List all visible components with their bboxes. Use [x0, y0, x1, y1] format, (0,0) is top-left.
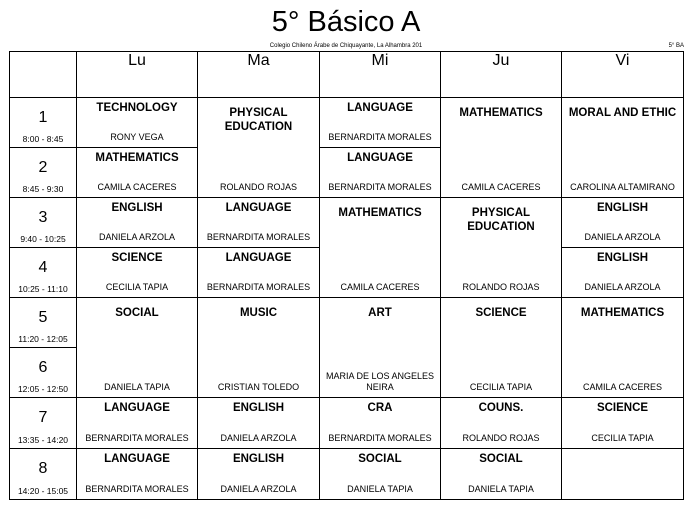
- subject-label: MATHEMATICS: [459, 107, 543, 119]
- period-time: 8:45 - 9:30: [22, 184, 64, 194]
- teacher-name: CAMILA CACERES: [461, 182, 541, 192]
- teacher-name: CRISTIAN TOLEDO: [217, 382, 300, 392]
- class-cell: [198, 248, 320, 298]
- subject-label: ENGLISH: [232, 453, 285, 465]
- subject-label: LANGUAGE: [225, 252, 292, 264]
- class-cell: [562, 398, 684, 449]
- teacher-name: BERNARDITA MORALES: [328, 182, 432, 192]
- class-cell: [198, 398, 320, 449]
- class-cell: [320, 148, 441, 198]
- period-number: 3: [38, 208, 48, 226]
- class-cell: [77, 248, 198, 298]
- day-header-ju: Ju: [441, 52, 562, 98]
- class-cell: [198, 98, 320, 198]
- teacher-name: DANIELA TAPIA: [347, 484, 413, 494]
- period-8: [10, 449, 77, 500]
- period-time: 10:25 - 11:10: [18, 284, 68, 294]
- period-time: 14:20 - 15:05: [17, 486, 69, 496]
- day-header-vi: Vi: [562, 52, 684, 98]
- class-cell: [441, 198, 562, 298]
- day-header-lu: Lu: [77, 52, 198, 98]
- teacher-name: BERNARDITA MORALES: [206, 232, 311, 242]
- teacher-name: DANIELA ARZOLA: [220, 433, 297, 443]
- period-6: [10, 348, 77, 398]
- subject-label: LANGUAGE: [104, 453, 170, 465]
- subject-label: SCIENCE: [475, 307, 527, 319]
- class-cell: [198, 198, 320, 248]
- class-cell: [77, 298, 198, 398]
- subject-label: ENGLISH: [111, 202, 163, 214]
- course-code: 5° BA: [668, 43, 684, 49]
- subject-label: SOCIAL: [479, 453, 523, 465]
- teacher-name: CECILIA TAPIA: [469, 382, 533, 392]
- teacher-name: MARIA DE LOS ANGELES NEIRA: [325, 371, 435, 392]
- period-number: 6: [38, 358, 48, 376]
- timetable: [9, 51, 684, 500]
- subject-label: MORAL AND ETHIC: [568, 107, 677, 119]
- subject-label: LANGUAGE: [347, 152, 413, 164]
- period-time: 9:40 - 10:25: [20, 234, 66, 244]
- period-2: [10, 148, 77, 198]
- class-cell: [320, 398, 441, 449]
- subject-label: ENGLISH: [596, 252, 649, 264]
- class-cell: [562, 98, 684, 198]
- period-number: 5: [38, 308, 48, 326]
- subject-label: LANGUAGE: [104, 402, 170, 414]
- period-1: [10, 98, 77, 148]
- subject-label: ENGLISH: [232, 402, 285, 414]
- teacher-name: BERNARDITA MORALES: [206, 282, 311, 292]
- teacher-name: ROLANDO ROJAS: [462, 282, 540, 292]
- subject-label: TECHNOLOGY: [96, 102, 178, 114]
- subject-label: LANGUAGE: [225, 202, 292, 214]
- teacher-name: CAROLINA ALTAMIRANO: [570, 182, 675, 192]
- class-cell: [77, 449, 198, 500]
- empty-cell: [562, 449, 684, 500]
- class-cell: [320, 449, 441, 500]
- subject-label: PHYSICAL EDUCATION: [467, 207, 535, 233]
- subject-label: SCIENCE: [596, 402, 649, 414]
- teacher-name: CECILIA TAPIA: [591, 433, 654, 443]
- period-5: [10, 298, 77, 348]
- teacher-name: DANIELA ARZOLA: [98, 232, 176, 242]
- subject-label: ART: [368, 307, 392, 319]
- teacher-name: ROLANDO ROJAS: [219, 182, 297, 192]
- subject-label: MATHEMATICS: [580, 307, 665, 319]
- period-4: [10, 248, 77, 298]
- subject-label: SCIENCE: [111, 252, 163, 264]
- class-cell: [441, 398, 562, 449]
- period-3: [10, 198, 77, 248]
- period-number: 7: [38, 409, 48, 426]
- teacher-name: CAMILA CACERES: [340, 282, 420, 292]
- period-time: 8:00 - 8:45: [22, 134, 64, 144]
- subject-label: MUSIC: [239, 307, 278, 319]
- class-cell: [77, 198, 198, 248]
- period-time: 13:35 - 14:20: [17, 435, 69, 445]
- teacher-name: DANIELA ARZOLA: [220, 484, 297, 494]
- class-cell: [441, 449, 562, 500]
- period-time: 12:05 - 12:50: [17, 384, 69, 394]
- subject-label: CRA: [367, 402, 393, 414]
- teacher-name: BERNARDITA MORALES: [328, 433, 432, 443]
- subject-label: COUNS.: [478, 402, 524, 414]
- class-cell: [320, 98, 441, 148]
- class-cell: [441, 98, 562, 198]
- class-cell: [320, 198, 441, 298]
- class-cell: [198, 298, 320, 398]
- class-cell: [562, 198, 684, 248]
- subject-label: PHYSICAL EDUCATION: [224, 107, 293, 133]
- class-cell: [441, 298, 562, 398]
- teacher-name: CAMILA CACERES: [582, 382, 663, 392]
- teacher-name: DANIELA ARZOLA: [584, 232, 661, 242]
- period-number: 1: [38, 108, 48, 126]
- day-header-mi: Mi: [320, 52, 441, 98]
- teacher-name: RONY VEGA: [110, 132, 164, 142]
- school-address: Colegio Chileno Árabe de Chiquayante, La Alhambra 201: [269, 43, 423, 49]
- class-cell: [320, 298, 441, 398]
- teacher-name: ROLANDO ROJAS: [462, 433, 540, 443]
- subject-label: LANGUAGE: [347, 102, 413, 114]
- teacher-name: CAMILA CACERES: [97, 182, 177, 192]
- class-cell: [77, 148, 198, 198]
- subject-label: MATHEMATICS: [95, 152, 179, 164]
- period-number: 8: [38, 460, 48, 477]
- corner-cell: [10, 52, 77, 98]
- subject-label: SOCIAL: [115, 307, 159, 319]
- subject-label: SOCIAL: [358, 453, 402, 465]
- class-cell: [77, 98, 198, 148]
- teacher-name: BERNARDITA MORALES: [328, 132, 432, 142]
- teacher-name: DANIELA TAPIA: [468, 484, 534, 494]
- teacher-name: DANIELA TAPIA: [104, 382, 170, 392]
- subject-label: ENGLISH: [596, 202, 649, 214]
- period-time: 11:20 - 12:05: [18, 334, 68, 344]
- class-cell: [562, 298, 684, 398]
- period-number: 4: [38, 258, 48, 276]
- teacher-name: BERNARDITA MORALES: [85, 433, 189, 443]
- day-header-ma: Ma: [198, 52, 320, 98]
- class-cell: [562, 248, 684, 298]
- teacher-name: BERNARDITA MORALES: [85, 484, 189, 494]
- teacher-name: DANIELA ARZOLA: [584, 282, 661, 292]
- page-title: 5° Básico A: [271, 6, 421, 38]
- class-cell: [77, 398, 198, 449]
- teacher-name: CECILIA TAPIA: [105, 282, 169, 292]
- period-number: 2: [38, 158, 48, 176]
- subject-label: MATHEMATICS: [338, 207, 422, 219]
- period-7: [10, 398, 77, 449]
- class-cell: [198, 449, 320, 500]
